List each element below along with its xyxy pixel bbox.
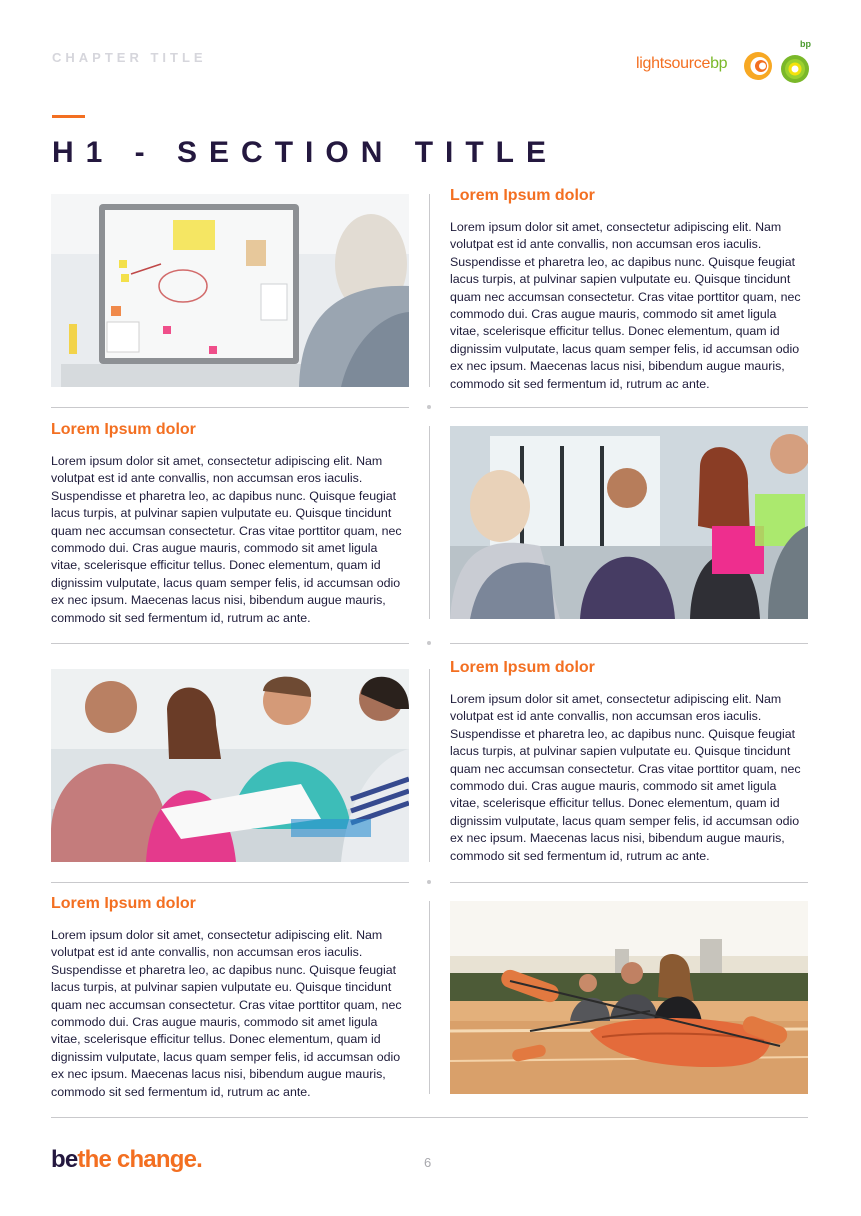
bp-helios-icon [778, 50, 812, 84]
column-divider [429, 194, 430, 387]
column-divider [429, 901, 430, 1094]
lightsourcebp-logo [636, 38, 814, 86]
chapter-title: CHAPTER TITLE [52, 50, 207, 65]
accent-bar [52, 115, 85, 118]
be-the-change-logo: bethe change. [51, 1146, 202, 1173]
whiteboard-photo [51, 194, 409, 387]
team-meeting-photo [450, 426, 808, 619]
block-heading: Lorem Ipsum dolor [450, 659, 595, 676]
text-block-1 [450, 187, 808, 393]
group-study-photo [51, 669, 409, 862]
page-number: 6 [424, 1155, 432, 1170]
divider-dot [427, 880, 431, 884]
block-body: Lorem ipsum dolor sit amet, consectetur adipiscing elit. Nam volutpat est id ante convallis, non accumsan eros iaculis. Suspendisse et pharetra leo, ac dapibus nunc. Quisque feugiat lacus turpis, at pulvinar sapien vulputate eu. Quisque tincidunt quam nec accumsan consectetur. Cras vitae porttitor quam, nec commodo dui. Cras augue mauris, commodo sit amet ligula vitae, scelerisque efficitur tellus. Donec elementum, quam id dignissim vulputate, lacus quam semper felis, id accumsan odio ex nec ipsum. Maecenas lacus nisi, bibendum augue mauris, commodo sit sed fermentum id, rutrum ac ante. [450, 220, 801, 391]
divider [450, 643, 808, 644]
sun-ring-icon [742, 50, 774, 82]
block-body: Lorem ipsum dolor sit amet, consectetur adipiscing elit. Nam volutpat est id ante convallis, non accumsan eros iaculis. Suspendisse et pharetra leo, ac dapibus nunc. Quisque feugiat lacus turpis, at pulvinar sapien vulputate eu. Quisque tincidunt quam nec accumsan consectetur. Cras vitae porttitor quam, nec commodo dui. Cras augue mauris, commodo sit amet ligula vitae, scelerisque efficitur tellus. Donec elementum, quam id dignissim vulputate, lacus quam semper felis, id accumsan odio ex nec ipsum. Maecenas lacus nisi, bibendum augue mauris, commodo sit sed fermentum id, rutrum ac ante. [450, 692, 801, 863]
divider [51, 407, 409, 408]
divider [51, 643, 409, 644]
footer-divider [51, 1117, 808, 1118]
block-heading: Lorem Ipsum dolor [51, 895, 196, 912]
divider [450, 407, 808, 408]
block-heading: Lorem Ipsum dolor [51, 421, 196, 438]
text-block-2 [51, 421, 409, 627]
section-title: H1 - SECTION TITLE [52, 136, 559, 169]
column-divider [429, 426, 430, 619]
text-block-3 [450, 659, 808, 865]
divider-dot [427, 641, 431, 645]
kayaking-photo [450, 901, 808, 1094]
block-body: Lorem ipsum dolor sit amet, consectetur adipiscing elit. Nam volutpat est id ante convallis, non accumsan eros iaculis. Suspendisse et pharetra leo, ac dapibus nunc. Quisque feugiat lacus turpis, at pulvinar sapien vulputate eu. Quisque tincidunt quam nec accumsan consectetur. Cras vitae porttitor quam, nec commodo dui. Cras augue mauris, commodo sit amet ligula vitae, scelerisque efficitur tellus. Donec elementum, quam id dignissim vulputate, lacus quam semper felis, id accumsan odio ex nec ipsum. Maecenas lacus nisi, bibendum augue mauris, commodo sit sed fermentum id, rutrum ac ante. [51, 454, 402, 625]
text-block-4 [51, 895, 409, 1101]
block-body: Lorem ipsum dolor sit amet, consectetur adipiscing elit. Nam volutpat est id ante convallis, non accumsan eros iaculis. Suspendisse et pharetra leo, ac dapibus nunc. Quisque feugiat lacus turpis, at pulvinar sapien vulputate eu. Quisque tincidunt quam nec accumsan consectetur. Cras vitae porttitor quam, nec commodo dui. Cras augue mauris, commodo sit amet ligula vitae, scelerisque efficitur tellus. Donec elementum, quam id dignissim vulputate, lacus quam semper felis, id accumsan odio ex nec ipsum. Maecenas lacus nisi, bibendum augue mauris, commodo sit sed fermentum id, rutrum ac ante. [51, 928, 402, 1099]
bp-badge: bp [800, 39, 811, 49]
divider [450, 882, 808, 883]
divider [51, 882, 409, 883]
logo-wordmark: lightsourcebp [636, 55, 728, 72]
divider-dot [427, 405, 431, 409]
block-heading: Lorem Ipsum dolor [450, 187, 595, 204]
column-divider [429, 669, 430, 862]
